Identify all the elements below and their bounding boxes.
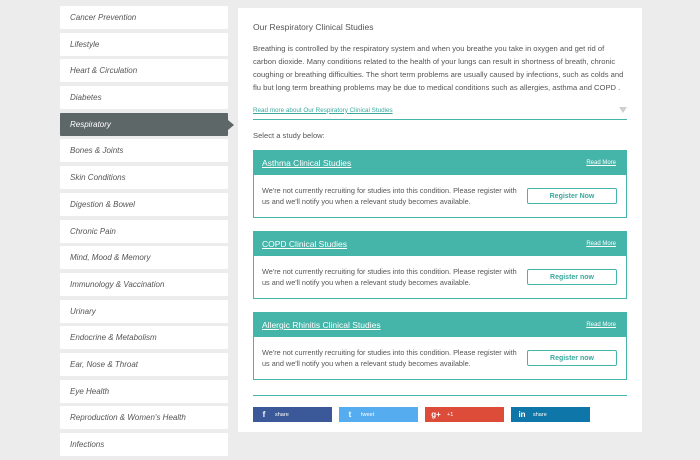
study-card-copd bbox=[253, 231, 627, 299]
facebook-icon: f bbox=[262, 410, 266, 419]
study-title-link[interactable]: COPD Clinical Studies bbox=[262, 239, 348, 249]
study-body bbox=[254, 175, 626, 217]
sidebar-item-cancer-prevention[interactable]: Cancer Prevention bbox=[60, 6, 228, 29]
study-body bbox=[254, 256, 626, 298]
sidebar bbox=[60, 6, 228, 460]
linkedin-share-button[interactable] bbox=[511, 407, 590, 422]
study-description: We're not currently recruiting for studies into this condition. Please register with us and we'll notify you when a relevant study becomes available. bbox=[262, 186, 517, 206]
share-label: share bbox=[275, 411, 289, 418]
sidebar-item-mind-mood-memory[interactable]: Mind, Mood & Memory bbox=[60, 246, 228, 269]
google-plus-icon: g+ bbox=[431, 410, 441, 419]
sidebar-item-infections[interactable]: Infections bbox=[60, 433, 228, 456]
study-read-more-link[interactable]: Read More bbox=[586, 160, 616, 166]
sidebar-item-digestion-bowel[interactable]: Digestion & Bowel bbox=[60, 193, 228, 216]
page-title: Our Respiratory Clinical Studies bbox=[253, 22, 374, 32]
sidebar-item-reproduction-womens-health[interactable]: Reproduction & Women's Health bbox=[60, 406, 228, 429]
register-button[interactable]: Register now bbox=[527, 269, 617, 285]
sidebar-item-respiratory[interactable]: Respiratory bbox=[60, 113, 228, 136]
divider bbox=[253, 119, 627, 120]
sidebar-item-skin-conditions[interactable]: Skin Conditions bbox=[60, 166, 228, 189]
register-button[interactable]: Register now bbox=[527, 350, 617, 366]
study-header bbox=[254, 313, 626, 337]
twitter-icon: t bbox=[348, 410, 352, 419]
sidebar-item-chronic-pain[interactable]: Chronic Pain bbox=[60, 220, 228, 243]
sidebar-item-immunology-vaccination[interactable]: Immunology & Vaccination bbox=[60, 273, 228, 296]
share-label: tweet bbox=[361, 411, 375, 418]
study-description: We're not currently recruiting for studies into this condition. Please register with us and we'll notify you when a relevant study becomes available. bbox=[262, 348, 517, 368]
facebook-share-button[interactable] bbox=[253, 407, 332, 422]
sidebar-item-ear-nose-throat[interactable]: Ear, Nose & Throat bbox=[60, 353, 228, 376]
linkedin-icon: in bbox=[518, 410, 526, 419]
sidebar-item-urinary[interactable]: Urinary bbox=[60, 300, 228, 323]
expand-triangle-icon[interactable] bbox=[619, 107, 627, 113]
register-button[interactable]: Register Now bbox=[527, 188, 617, 204]
share-label: share bbox=[533, 411, 547, 418]
divider bbox=[253, 395, 627, 396]
intro-text: Breathing is controlled by the respiratory system and when you breathe you take in oxygen and get rid of carbon dioxide. Many conditions related to the health of your lungs can result in shortness of breath, chronic coughing or breathing difficulties. The short term problems are usually caused by infections, such as colds and flu but long term breathing problems may be due to medical conditions such as allergies, asthma and COPD . bbox=[253, 44, 624, 92]
study-read-more-link[interactable]: Read More bbox=[586, 241, 616, 247]
twitter-share-button[interactable] bbox=[339, 407, 418, 422]
sidebar-item-endocrine-metabolism[interactable]: Endocrine & Metabolism bbox=[60, 326, 228, 349]
sidebar-item-diabetes[interactable]: Diabetes bbox=[60, 86, 228, 109]
study-body bbox=[254, 337, 626, 379]
google-plus-share-button[interactable] bbox=[425, 407, 504, 422]
study-title-link[interactable]: Asthma Clinical Studies bbox=[262, 158, 352, 168]
study-read-more-link[interactable]: Read More bbox=[586, 322, 616, 328]
share-bar bbox=[253, 407, 627, 422]
read-more-row bbox=[253, 105, 627, 115]
sidebar-item-heart-circulation[interactable]: Heart & Circulation bbox=[60, 59, 228, 82]
study-card-asthma bbox=[253, 150, 627, 218]
study-title-link[interactable]: Allergic Rhinitis Clinical Studies bbox=[262, 320, 381, 330]
read-more-link[interactable]: Read more about Our Respiratory Clinical Studies bbox=[253, 106, 393, 114]
select-study-label: Select a study below: bbox=[253, 131, 325, 140]
sidebar-item-eye-health[interactable]: Eye Health bbox=[60, 380, 228, 403]
main-panel bbox=[238, 8, 642, 432]
study-description: We're not currently recruiting for studies into this condition. Please register with us and we'll notify you when a relevant study becomes available. bbox=[262, 267, 517, 287]
share-label: +1 bbox=[447, 411, 454, 418]
study-card-allergic-rhinitis bbox=[253, 312, 627, 380]
sidebar-item-lifestyle[interactable]: Lifestyle bbox=[60, 33, 228, 56]
sidebar-item-bones-joints[interactable]: Bones & Joints bbox=[60, 139, 228, 162]
study-header bbox=[254, 232, 626, 256]
study-header bbox=[254, 151, 626, 175]
